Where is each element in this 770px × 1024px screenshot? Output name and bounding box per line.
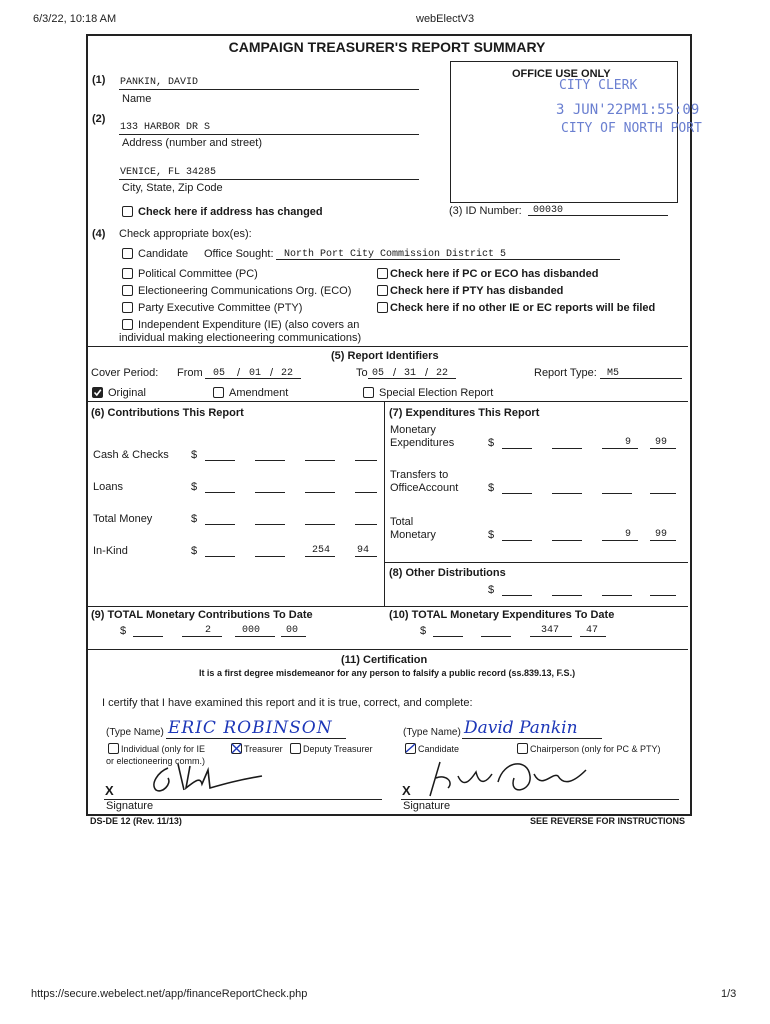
total-money-label: Total Money [93,513,153,525]
individual-label-2: or electioneering comm.) [106,756,206,766]
type-name-right-line [462,738,602,739]
id-value: 00030 [533,205,564,216]
treasurer-name: ERIC ROBINSON [168,718,333,738]
total-label: Total [390,516,414,528]
id-label: (3) ID Number: [449,205,522,217]
signature-x-left: X [105,783,114,798]
page-url[interactable]: https://secure.webelect.net/app/financeReportCheck.php [31,988,308,1000]
page-count: 1/3 [721,988,737,1000]
monetary-blank-3 [602,448,638,449]
name-line [119,89,419,90]
total-exp-units: 347 [541,625,560,636]
total-contrib-units: 000 [242,625,261,636]
in-kind-blank-1 [205,556,235,557]
cash-blank-2 [255,460,285,461]
to-line [368,378,456,379]
stamp-datetime: 3 JUN'22PM1:55:09 [556,102,700,118]
from-sep1: / [237,367,241,379]
original-checkbox[interactable] [92,387,103,398]
monetary-units: 9 [625,437,632,448]
eco-label: Electioneering Communications Org. (ECO) [138,285,352,297]
total-exp-blank-1 [433,636,463,637]
total-exp-cents: 47 [586,625,599,636]
expenditures-label: (7) Expenditures This Report [389,407,540,419]
signature-label-left: Signature [106,800,154,812]
pty-disbanded-label: Check here if PTY has disbanded [390,285,564,297]
pc-label: Political Committee (PC) [138,268,258,280]
treasurer-signature [138,760,268,802]
from-yy: 22 [281,368,294,379]
total-money-blank-1 [205,524,235,525]
total-contributions-label: (9) TOTAL Monetary Contributions To Date [91,609,313,621]
deputy-checkbox[interactable] [290,743,301,754]
loans-blank-3 [305,492,335,493]
address-value: 133 HARBOR DR S [120,122,211,133]
total-blank-2 [552,540,582,541]
treasurer-checkbox[interactable] [231,743,242,754]
total-expenditures-label: (10) TOTAL Monetary Expenditures To Date [389,609,615,621]
city-value: VENICE, FL 34285 [120,167,217,178]
transfers-blank-1 [502,493,532,494]
total-exp-blank-2 [481,636,511,637]
monetary-blank-1 [502,448,532,449]
city-line [119,179,419,180]
eco-checkbox[interactable] [122,285,133,296]
report-type-label: Report Type: [534,367,597,379]
total-money-blank-3 [305,524,335,525]
pty-disbanded-checkbox[interactable] [377,285,388,296]
candidate-sign-checkbox[interactable] [405,743,416,754]
transfers-dollar: $ [488,482,495,494]
chairperson-label: Chairperson (only for PC & PTY) [530,744,661,754]
from-line [205,378,301,379]
stamp-city-clerk: CITY CLERK [559,78,638,93]
transfers-blank-3 [602,493,632,494]
total-blank-3 [602,540,638,541]
monetary-exp-label: Expenditures [390,437,455,449]
total-contrib-blank-4 [281,636,306,637]
from-label: From [177,367,203,379]
total-contrib-blank-3 [235,636,275,637]
total-contrib-thousands: 2 [205,625,212,636]
address-changed-checkbox[interactable] [122,206,133,217]
total-money-blank-2 [255,524,285,525]
total-exp-dollar: $ [420,625,427,637]
contributions-label: (6) Contributions This Report [91,407,244,419]
city-label: City, State, Zip Code [122,182,223,194]
loans-label: Loans [93,481,123,493]
in-kind-dollar: $ [191,545,198,557]
loans-blank-1 [205,492,235,493]
in-kind-cents: 94 [357,545,370,556]
divider-5 [88,346,688,347]
from-mm: 05 [213,368,226,379]
other-blank-2 [552,595,582,596]
deputy-label: Deputy Treasurer [303,744,373,754]
ie-label: Independent Expenditure (IE) (also covers an [138,319,360,331]
monetary-cents: 99 [655,437,668,448]
cover-period-label: Cover Period: [91,367,159,379]
pty-checkbox[interactable] [122,302,133,313]
name-label: Name [122,93,152,105]
office-use-label: OFFICE USE ONLY [512,68,611,80]
ie-label-2: individual making electioneering communications) [119,332,362,344]
candidate-label: Candidate [138,248,189,260]
total-contrib-dollar: $ [120,625,127,637]
total-contrib-blank-1 [133,636,163,637]
in-kind-blank-2 [255,556,285,557]
cash-blank-3 [305,460,335,461]
to-yy: 22 [436,368,449,379]
transfers-label: Transfers to [390,469,449,481]
divider-vertical-6-7 [384,401,385,607]
address-line [119,134,419,135]
total-money-blank-4 [355,524,377,525]
signature-label-right: Signature [403,800,451,812]
stamp-city: CITY OF NORTH PORT [561,121,702,136]
address-label: Address (number and street) [122,137,263,149]
original-label: Original [108,387,146,399]
other-blank-3 [602,595,632,596]
cash-dollar: $ [191,449,198,461]
other-blank-1 [502,595,532,596]
to-sep1: / [393,367,397,379]
office-account-label: OfficeAccount [390,482,459,494]
report-type-value: M5 [607,368,620,379]
candidate-checkbox[interactable] [122,248,133,259]
monetary-blank-2 [552,448,582,449]
certify-statement: I certify that I have examined this report and it is true, correct, and complete: [102,697,473,709]
amendment-label: Amendment [229,387,289,399]
in-kind-blank-3 [305,556,335,557]
individual-label: Individual (only for IE [121,744,206,754]
in-kind-label: In-Kind [93,545,128,557]
see-reverse: SEE REVERSE FOR INSTRUCTIONS [530,816,686,826]
total-cents: 99 [655,529,668,540]
total-units: 9 [625,529,632,540]
report-identifiers-label: (5) Report Identifiers [331,350,439,362]
in-kind-blank-4 [355,556,377,557]
to-mm: 05 [372,368,385,379]
cash-label: Cash & Checks [93,449,169,461]
other-dollar: $ [488,584,495,596]
from-dd: 01 [249,368,262,379]
id-line [528,215,668,216]
cash-blank-1 [205,460,235,461]
no-other-checkbox[interactable] [377,302,388,313]
print-datetime: 6/3/22, 10:18 AM [33,13,117,25]
total-blank-1 [502,540,532,541]
pc-disbanded-checkbox[interactable] [377,268,388,279]
candidate-sign-label: Candidate [418,744,460,754]
report-type-line [600,378,682,379]
amendment-checkbox[interactable] [213,387,224,398]
treasurer-label: Treasurer [244,744,283,754]
transfers-blank-4 [650,493,676,494]
office-sought-label: Office Sought: [204,248,274,260]
other-distributions-label: (8) Other Distributions [389,567,506,579]
in-kind-thousands: 254 [312,545,331,556]
to-dd: 31 [404,368,417,379]
transfers-blank-2 [552,493,582,494]
loans-blank-2 [255,492,285,493]
item4-label: Check appropriate box(es): [119,228,252,240]
loans-blank-4 [355,492,377,493]
office-sought-value: North Port City Commission District 5 [284,249,507,260]
form-title: CAMPAIGN TREASURER'S REPORT SUMMARY [228,39,546,55]
pc-disbanded-label: Check here if PC or ECO has disbanded [390,268,599,280]
loans-dollar: $ [191,481,198,493]
special-label: Special Election Report [379,387,494,399]
no-other-label: Check here if no other IE or EC reports will be filed [390,302,656,314]
name-value: PANKIN, DAVID [120,77,199,88]
address-changed-label: Check here if address has changed [138,206,323,218]
total-exp-blank-3 [530,636,572,637]
form-id: DS-DE 12 (Rev. 11/13) [90,816,182,826]
special-checkbox[interactable] [363,387,374,398]
cash-blank-4 [355,460,377,461]
office-sought-line [276,259,620,260]
total-blank-4 [650,540,676,541]
item2-num: (2) [92,113,106,125]
total-monetary-label: Monetary [390,529,436,541]
type-name-right-label: (Type Name) [403,727,461,738]
candidate-name: David Pankin [464,718,578,738]
monetary-label: Monetary [390,424,436,436]
divider-8 [384,562,688,563]
total-dollar: $ [488,529,495,541]
to-label: To [356,367,368,379]
type-name-left-label: (Type Name) [106,727,164,738]
ie-checkbox[interactable] [122,319,133,330]
item4-num: (4) [92,228,106,240]
total-exp-blank-4 [580,636,606,637]
type-name-left-line [166,738,346,739]
pty-label: Party Executive Committee (PTY) [138,302,303,314]
candidate-signature [418,752,594,802]
divider-6-7 [88,401,688,402]
item1-num: (1) [92,74,106,86]
page-title: webElectV3 [416,13,475,25]
pc-checkbox[interactable] [122,268,133,279]
total-contrib-blank-2 [182,636,222,637]
monetary-dollar: $ [488,437,495,449]
to-sep2: / [425,367,429,379]
divider-9-10 [88,606,688,607]
from-sep2: / [270,367,274,379]
other-blank-4 [650,595,676,596]
certification-label: (11) Certification [341,654,428,666]
divider-11 [88,649,688,650]
certification-warning: It is a first degree misdemeanor for any person to falsify a public record (ss.839.13, F.S.) [198,668,576,678]
signature-x-right: X [402,783,411,798]
monetary-blank-4 [650,448,676,449]
total-money-dollar: $ [191,513,198,525]
total-contrib-cents: 00 [286,625,299,636]
individual-checkbox[interactable] [108,743,119,754]
